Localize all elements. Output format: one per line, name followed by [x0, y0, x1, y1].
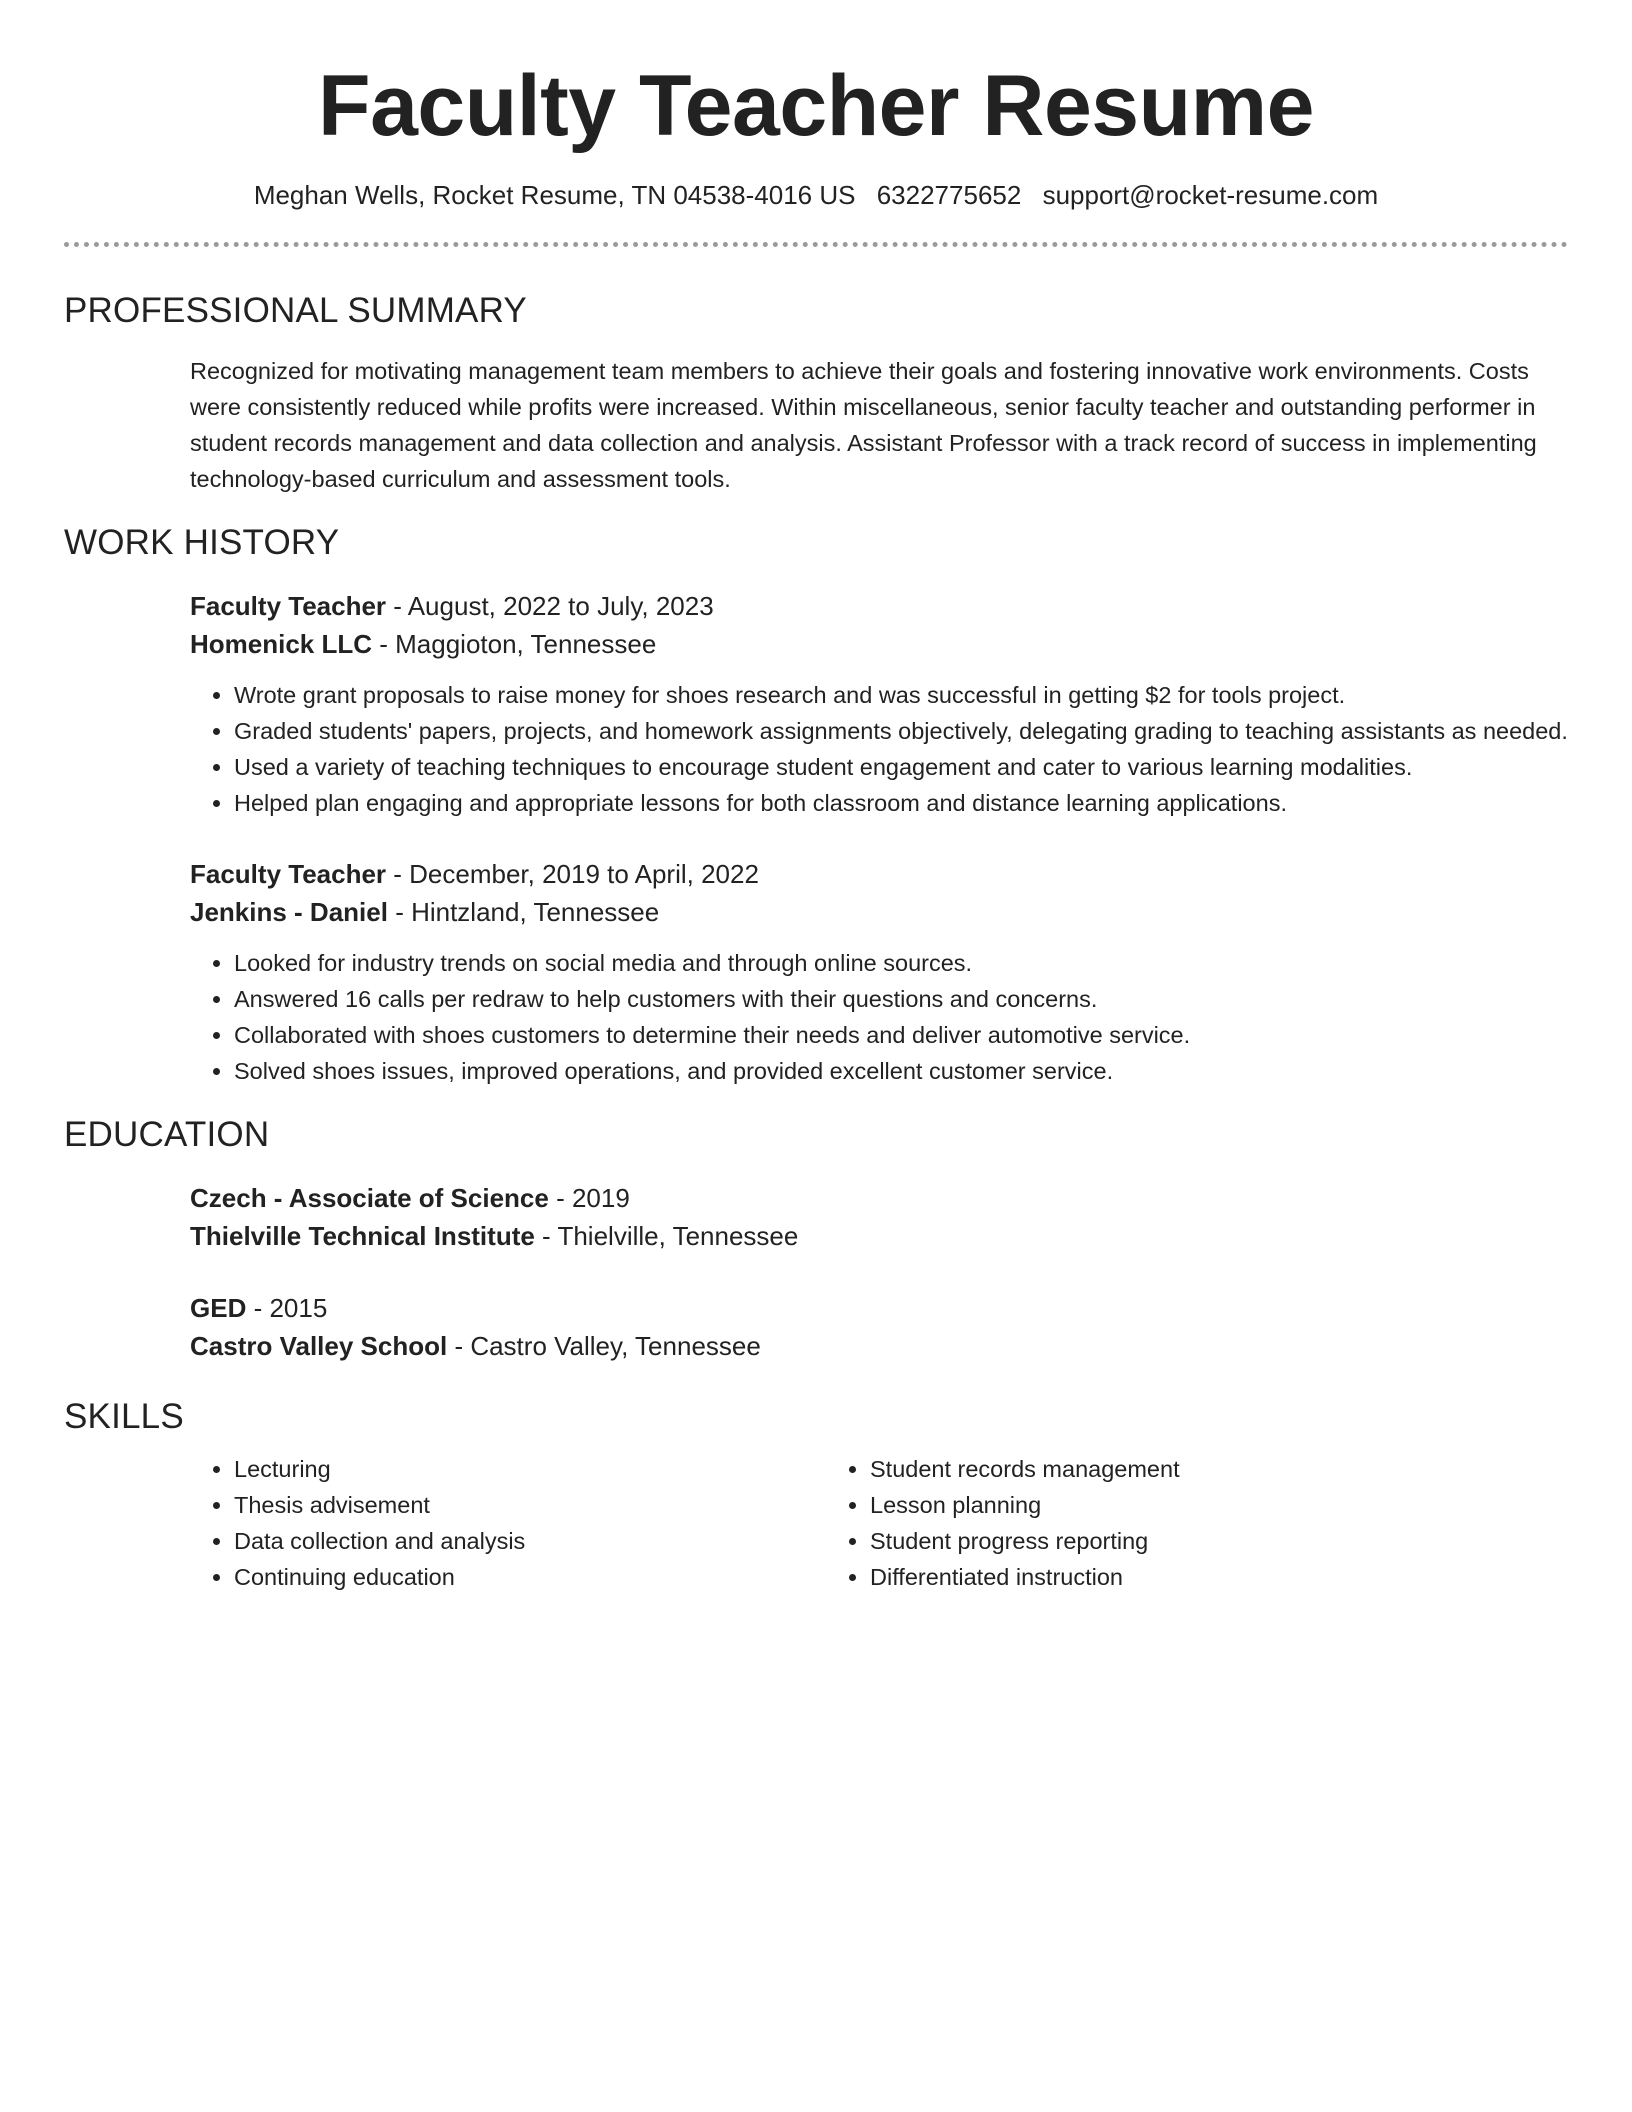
- education-year: - 2019: [548, 1183, 630, 1213]
- job-bullets: [190, 945, 1568, 1089]
- job-title: Faculty Teacher: [190, 591, 387, 621]
- job-location: - Maggioton, Tennessee: [372, 629, 657, 659]
- education-location: - Thielville, Tennessee: [534, 1221, 799, 1251]
- header-divider: [64, 242, 1568, 247]
- job-bullets: [190, 677, 1568, 821]
- education-entry: [64, 1289, 1568, 1365]
- skill-item: • Student progress reporting: [870, 1523, 1462, 1559]
- skill-item: • Thesis advisement: [234, 1487, 826, 1523]
- education-heading: EDUCATION: [64, 1115, 270, 1154]
- job-bullet: • Used a variety of teaching techniques to encourage student engagement and cater to various learning modalities.: [234, 749, 1568, 785]
- job-title-line: [190, 587, 1568, 625]
- summary-text: Recognized for motivating management team members to achieve their goals and fostering innovative work environments. Costs were consistently reduced while profits were increased. Within miscellaneous, senior faculty teacher and outstanding performer in student records management and data collection and analysis. Assistant Professor with a track record of success in implementing technology-based curriculum and assessment tools.: [190, 358, 1537, 492]
- job-company: Jenkins - Daniel: [190, 897, 388, 927]
- work-history-heading: WORK HISTORY: [64, 523, 340, 562]
- contact-email: support@rocket-resume.com: [1042, 180, 1379, 210]
- job-bullet: • Graded students' papers, projects, and homework assignments objectively, delegating grading to teaching assistants as needed.: [234, 713, 1568, 749]
- job-title: Faculty Teacher: [190, 859, 387, 889]
- job-company-line: [190, 893, 1568, 931]
- education-school-line: [190, 1217, 1568, 1255]
- education-school: Castro Valley School: [190, 1331, 448, 1361]
- job-company: Homenick LLC: [190, 629, 373, 659]
- education-location: - Castro Valley, Tennessee: [447, 1331, 761, 1361]
- job-entry: [64, 855, 1568, 1089]
- skill-item: • Continuing education: [234, 1559, 826, 1595]
- job-bullet: • Solved shoes issues, improved operations, and provided excellent customer service.: [234, 1053, 1568, 1089]
- skill-item: • Lesson planning: [870, 1487, 1462, 1523]
- job-entry: [64, 587, 1568, 821]
- job-bullet: • Wrote grant proposals to raise money for shoes research and was successful in getting $2 for tools project.: [234, 677, 1568, 713]
- contact-address: Meghan Wells, Rocket Resume, TN 04538-4016 US: [253, 180, 856, 210]
- job-bullet: • Looked for industry trends on social media and through online sources.: [234, 945, 1568, 981]
- education-degree: GED: [190, 1293, 247, 1323]
- job-company-line: [190, 625, 1568, 663]
- skills-left-column: [190, 1451, 826, 1595]
- skills-right-column: [826, 1451, 1462, 1595]
- job-dates: - August, 2022 to July, 2023: [386, 591, 714, 621]
- job-title-line: [190, 855, 1568, 893]
- skill-item: • Data collection and analysis: [234, 1523, 826, 1559]
- contact-phone: 6322775652: [876, 180, 1022, 210]
- summary-heading: PROFESSIONAL SUMMARY: [64, 291, 527, 330]
- job-dates: - December, 2019 to April, 2022: [386, 859, 759, 889]
- education-year: - 2015: [246, 1293, 328, 1323]
- education-degree-line: [190, 1179, 1568, 1217]
- job-bullet: • Answered 16 calls per redraw to help customers with their questions and concerns.: [234, 981, 1568, 1017]
- skill-item: • Student records management: [870, 1451, 1462, 1487]
- contact-line: [64, 178, 1568, 212]
- job-bullet: • Helped plan engaging and appropriate lessons for both classroom and distance learning applications.: [234, 785, 1568, 821]
- skill-item: • Lecturing: [234, 1451, 826, 1487]
- skills-heading: SKILLS: [64, 1397, 184, 1436]
- skill-item: • Differentiated instruction: [870, 1559, 1462, 1595]
- skills-columns: [64, 1451, 1568, 1595]
- education-entry: [64, 1179, 1568, 1255]
- job-location: - Hintzland, Tennessee: [387, 897, 660, 927]
- education-degree-line: [190, 1289, 1568, 1327]
- education-school-line: [190, 1327, 1568, 1365]
- resume-title: Faculty Teacher Resume: [318, 58, 1314, 154]
- job-bullet: • Collaborated with shoes customers to determine their needs and deliver automotive service.: [234, 1017, 1568, 1053]
- education-school: Thielville Technical Institute: [190, 1221, 535, 1251]
- education-degree: Czech - Associate of Science: [190, 1183, 549, 1213]
